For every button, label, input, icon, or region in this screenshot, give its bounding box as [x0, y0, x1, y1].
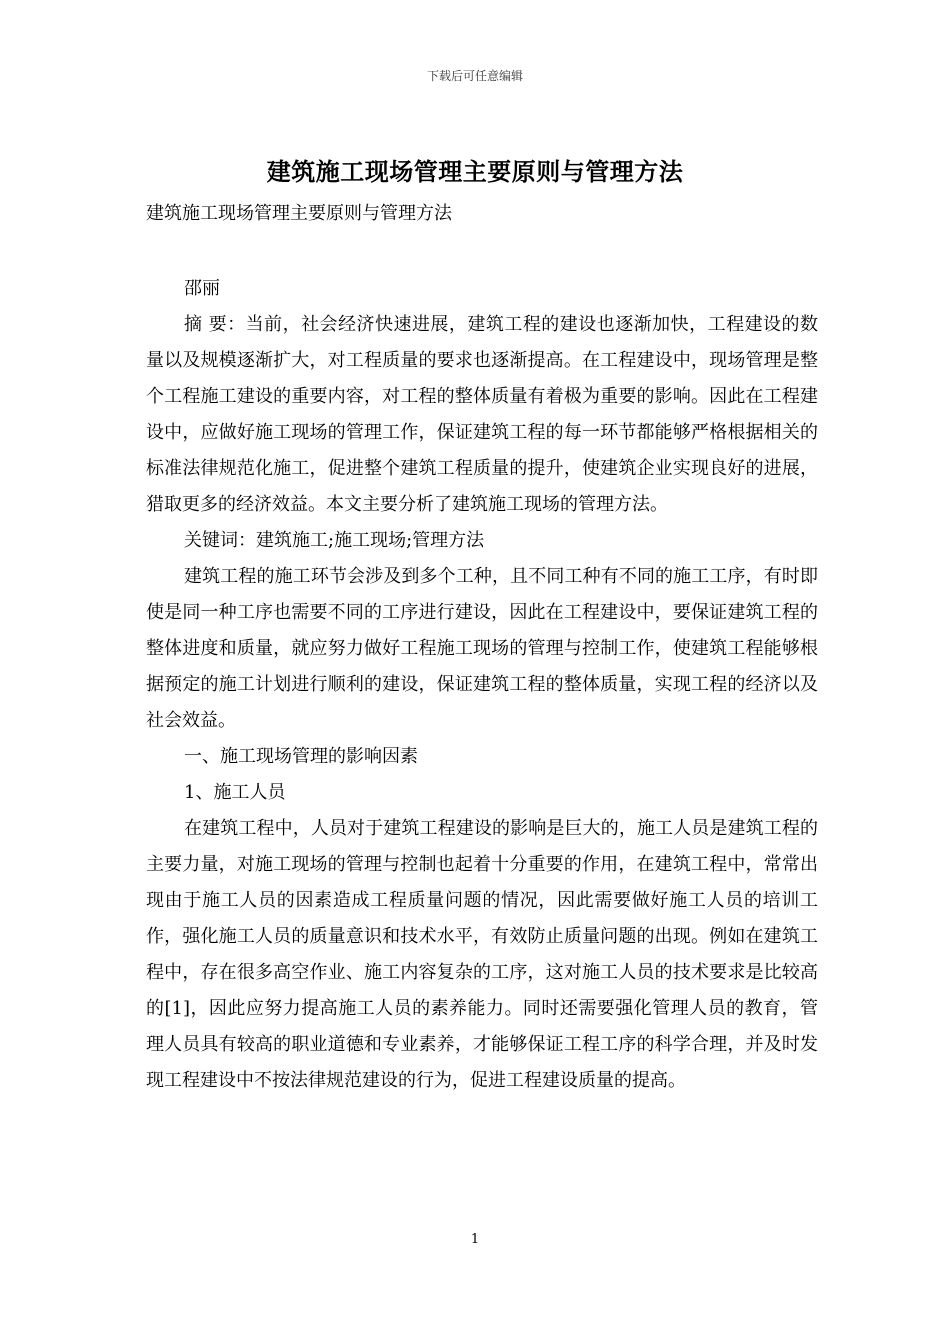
- abstract-paragraph: 摘 要：当前，社会经济快速进展，建筑工程的建设也逐渐加快，工程建设的数量以及规模逐渐扩大，对工程质量的要求也逐渐提高。在工程建设中，现场管理是整个工程施工建设的重要内容，对工程的整体质量有着极为重要的影响。因此在工程建设中，应做好施工现场的管理工作，保证建筑工程的每一环节都能够严格根据相关的标准法律规范化施工，促进整个建筑工程质量的提升，使建筑企业实现良好的进展，猎取更多的经济效益。本文主要分析了建筑施工现场的管理方法。: [146, 314, 818, 515]
- document-body: [146, 307, 818, 1099]
- document-subtitle: 建筑施工现场管理主要原则与管理方法: [146, 203, 452, 224]
- intro-paragraph: 建筑工程的施工环节会涉及到多个工种，且不同工种有不同的施工工序，有时即使是同一种工序也需要不同的工序进行建设，因此在工程建设中，要保证建筑工程的整体进度和质量，就应努力做好工程施工现场的管理与控制工作，使建筑工程能够根据预定的施工计划进行顺利的建设，保证建筑工程的整体质量，实现工程的经济以及社会效益。: [146, 566, 818, 731]
- keywords-paragraph: 关键词：建筑施工;施工现场;管理方法: [184, 530, 485, 551]
- body-paragraph: 在建筑工程中，人员对于建筑工程建设的影响是巨大的，施工人员是建筑工程的主要力量，对施工现场的管理与控制也起着十分重要的作用，在建筑工程中，常常出现由于施工人员的因素造成工程质量问题的情况，因此需要做好施工人员的培训工作，强化施工人员的质量意识和技术水平，有效防止质量问题的出现。例如在建筑工程中，存在很多高空作业、施工内容复杂的工序，这对施工人员的技术要求是比较高的[1]，因此应努力提高施工人员的素养能力。同时还需要强化管理人员的教育，管理人员具有较高的职业道德和专业素养，才能够保证工程工序的科学合理，并及时发现工程建设中不按法律规范建设的行为，促进工程建设质量的提高。: [146, 818, 818, 1091]
- document-title: 建筑施工现场管理主要原则与管理方法: [266, 157, 684, 186]
- section-heading: 一、施工现场管理的影响因素: [184, 746, 418, 767]
- subsection-heading: 1、施工人员: [184, 782, 286, 803]
- page-header-note: 下载后可任意编辑: [426, 69, 523, 83]
- page-number: 1: [470, 1232, 480, 1247]
- author-name: 邵丽: [184, 278, 220, 299]
